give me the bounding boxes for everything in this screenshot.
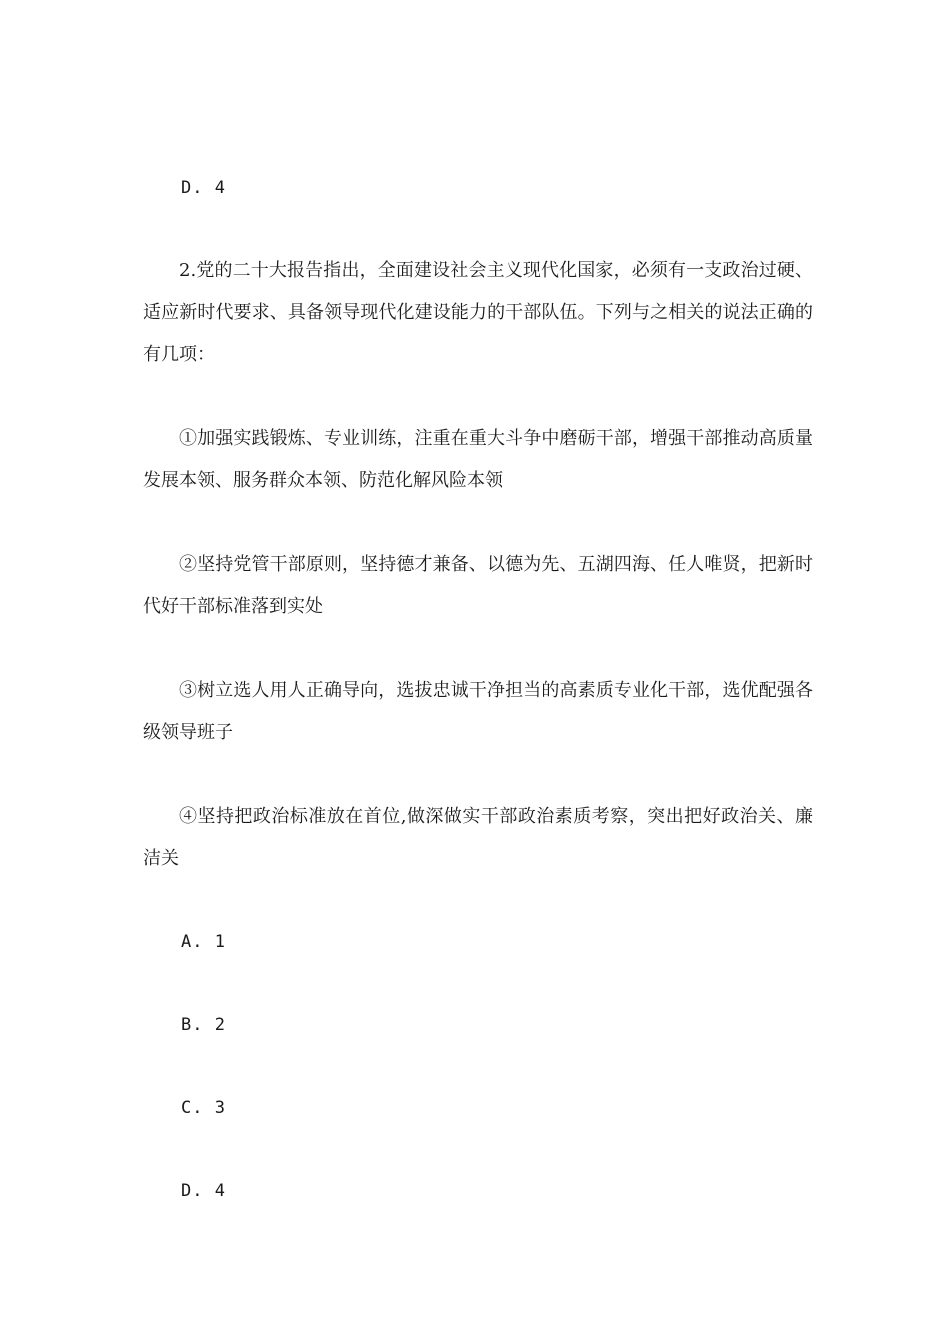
statement-2 [143, 544, 813, 628]
option-b: B. 2 [181, 1015, 226, 1035]
statement-2-text: ②坚持党管干部原则，坚持德才兼备、以德为先、五湖四海、任人唯贤，把新时代好干部标准落到实处 [143, 554, 813, 617]
statement-3-text: ③树立选人用人正确导向，选拔忠诚干净担当的高素质专业化干部，选优配强各级领导班子 [143, 680, 813, 743]
option-c: C. 3 [181, 1098, 226, 1118]
statement-4-text: ④坚持把政治标准放在首位,做深做实干部政治素质考察，突出把好政治关、廉洁关 [143, 806, 813, 869]
option-a: A. 1 [181, 932, 226, 952]
statement-1 [143, 418, 813, 502]
statement-3 [143, 670, 813, 754]
prev-option-d: D. 4 [181, 178, 226, 198]
statement-4 [143, 796, 813, 880]
question-stem [143, 250, 813, 376]
question-stem-text: 2.党的二十大报告指出，全面建设社会主义现代化国家，必须有一支政治过硬、适应新时代要求、具备领导现代化建设能力的干部队伍。下列与之相关的说法正确的有几项： [143, 260, 813, 365]
option-d: D. 4 [181, 1181, 226, 1201]
statement-1-text: ①加强实践锻炼、专业训练，注重在重大斗争中磨砺干部，增强干部推动高质量发展本领、服务群众本领、防范化解风险本领 [143, 428, 813, 491]
